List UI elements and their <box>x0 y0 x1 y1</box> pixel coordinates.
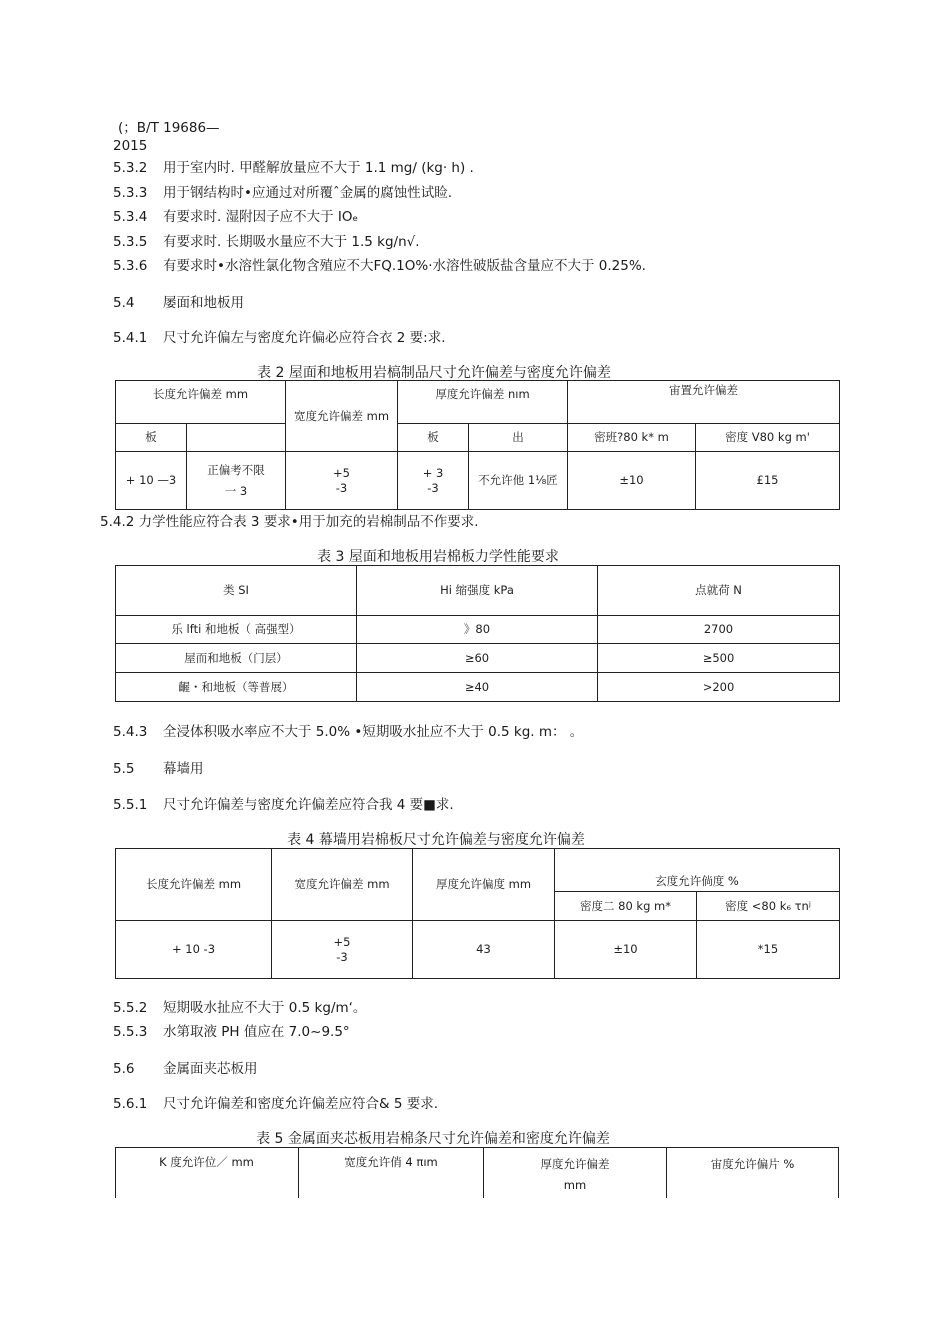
clause-number: 5.3.4 <box>113 209 148 225</box>
table-row <box>116 616 840 644</box>
section-number: 5.6 <box>113 1061 135 1077</box>
table-4-caption: 表 4 幕墙用岩棉板尺寸允许偏差与密度允许偏差 <box>287 832 585 848</box>
table-5-header-length: K 度允许位／ mm <box>159 1155 254 1169</box>
table-2-sub-empty <box>187 424 286 452</box>
table-2-cell-out: 不允许他 1⅛匠 <box>469 452 568 510</box>
clause-number: 5.5.2 <box>113 1000 148 1016</box>
table-4-header-thickness: 厚度允许偏度 mm <box>413 849 555 921</box>
clause-5-4-3 <box>113 723 583 741</box>
table-2-header-length: 长度允许偏差 mm <box>116 381 286 424</box>
table-3-cell: ≥40 <box>357 673 598 702</box>
table-5-header-thickness: 厚度允许偏差 <box>540 1157 610 1171</box>
table-5-header-density: 宙度允许偏片 % <box>710 1157 795 1171</box>
clause-5-3-5 <box>113 233 420 251</box>
section-number: 5.4 <box>113 295 135 311</box>
clause-number: 5.3.6 <box>113 258 148 274</box>
section-5-4 <box>113 294 244 312</box>
table-3-header-type: 类 SI <box>116 566 357 616</box>
table-2-caption: 表 2 屋面和地板用岩槁制品尺寸允许偏差与密度允许偏差 <box>257 365 611 381</box>
table-5-header-width: 宽度允许俏 4 πım <box>344 1155 438 1169</box>
standard-year: 2015 <box>113 138 148 154</box>
table-2-cell-density-high: ±10 <box>568 452 696 510</box>
clause-5-3-4 <box>113 208 358 226</box>
table-4-cell-width: +5 -3 <box>272 921 413 979</box>
clause-text: 尺寸允许偏差与密度允许偏差应符合我 4 要■求. <box>163 797 454 813</box>
section-5-6 <box>113 1060 258 1078</box>
table-2 <box>115 380 840 510</box>
clause-number: 5.3.5 <box>113 234 148 250</box>
table-4-header-density: 玄度允许倘度 % <box>555 849 840 892</box>
table-2-header-width: 宽度允许偏差 mm <box>286 381 398 452</box>
section-title: 屡面和地板用 <box>163 295 244 311</box>
table-4-cell-density-high: ±10 <box>555 921 697 979</box>
clause-number: 5.4.3 <box>113 724 148 740</box>
table-2-sub-board: 板 <box>116 424 187 452</box>
table-2-cell-density-low: £15 <box>696 452 840 510</box>
table-4-header-length: 长度允许偏差 mm <box>116 849 272 921</box>
standard-code: (；B/T 19686— <box>118 120 220 136</box>
table-4-cell-density-low: *15 <box>697 921 840 979</box>
clause-text: 有要求时•水溶性氯化物含殖应不大FQ.1O%·水溶性破版盐含量应不大于 0.25%. <box>163 258 646 274</box>
clause-5-5-2 <box>113 999 366 1017</box>
table-row <box>116 644 840 673</box>
section-title: 金属面夹芯板用 <box>163 1061 258 1077</box>
table-5-rule <box>838 1148 839 1198</box>
clause-text: 有要求时. 湿附因子应不大于 IOₑ <box>163 209 359 225</box>
table-2-sub-out: 出 <box>469 424 568 452</box>
table-3-header-load: 点就荷 N <box>598 566 840 616</box>
clause-5-3-3 <box>113 184 452 202</box>
table-2-cell-thickness: + 3 -3 <box>398 452 469 510</box>
table-3-caption: 表 3 屋面和地板用岩棉板力学性能要求 <box>317 549 559 565</box>
table-3-cell: ≥60 <box>357 644 598 673</box>
table-2-cell-width: +5 -3 <box>286 452 398 510</box>
clause-text: 尺寸允许偏左与密度允许偏必应符合衣 2 要:求. <box>163 330 446 346</box>
table-3-cell: 屋而和地板（门层） <box>116 644 357 673</box>
clause-text: 水第取液 PH 值应在 7.0~9.5° <box>163 1024 350 1040</box>
clause-text: 短期吸水扯应不大于 0.5 kg/m‘。 <box>163 1000 367 1016</box>
table-3-cell: 2700 <box>598 616 840 644</box>
table-2-sub-density-low: 密度 V80 kg m' <box>696 424 840 452</box>
clause-5-3-2 <box>113 159 474 177</box>
clause-5-4-2: 5.4.2 力学性能应符合表 3 要求•用于加充的岩棉制品不作要求. <box>100 514 479 530</box>
table-4 <box>115 848 840 979</box>
table-4-cell-length: + 10 -3 <box>116 921 272 979</box>
clause-5-3-6 <box>113 257 646 275</box>
clause-5-5-1 <box>113 796 454 814</box>
table-2-sub-density-high: 密班?80 k* m <box>568 424 696 452</box>
table-2-header-density: 宙置允许偏差 <box>568 381 840 424</box>
clause-number: 5.5.1 <box>113 797 148 813</box>
clause-number: 5.4.1 <box>113 330 148 346</box>
table-2-cell-positive: 正偏考不限 一 3 <box>187 452 286 510</box>
table-4-sub-density-high: 密度二 80 kg m* <box>555 892 697 921</box>
clause-text: 有要求时. 长期吸水量应不大于 1.5 kg∕n√. <box>163 234 420 250</box>
clause-5-4-1 <box>113 329 446 347</box>
clause-number: 5.3.3 <box>113 185 148 201</box>
clause-text: 尺寸允许偏差和密度允许偏差应符合& 5 要求. <box>163 1096 438 1112</box>
table-4-cell-thickness: 43 <box>413 921 555 979</box>
table-3-cell: 》80 <box>357 616 598 644</box>
clause-text: 用于室内时. 甲醛解放量应不大于 1.1 mg∕ (kg· h) . <box>163 160 474 176</box>
clause-5-6-1 <box>113 1095 438 1113</box>
table-5-header-thickness-unit: mm <box>563 1178 587 1192</box>
clause-5-5-3 <box>113 1023 350 1041</box>
section-number: 5.5 <box>113 761 135 777</box>
table-3-cell: >200 <box>598 673 840 702</box>
table-3-cell: 乐 lfti 和地板（ 高强型） <box>116 616 357 644</box>
section-title: 幕墙用 <box>163 761 204 777</box>
clause-number: 5.3.2 <box>113 160 148 176</box>
table-5 <box>115 1147 839 1198</box>
table-4-header-width: 宽度允许偏差 mm <box>272 849 413 921</box>
clause-text: 全浸体积吸水率应不大于 5.0% •短期吸水扯应不大于 0.5 kg. m： 。 <box>163 724 584 740</box>
clause-number: 5.5.3 <box>113 1024 148 1040</box>
table-3 <box>115 565 840 702</box>
table-2-cell-length: + 10 —3 <box>116 452 187 510</box>
table-3-header-strength: Hi 缩强度 kPa <box>357 566 598 616</box>
table-3-cell: 齷・和地板（等普展） <box>116 673 357 702</box>
clause-text: 用于钢结构时•应通过对所覆ˆ金属的腐蚀性试睑. <box>163 185 453 201</box>
table-2-sub-board: 板 <box>398 424 469 452</box>
table-4-sub-density-low: 密度 <80 k₆ τnʲ <box>697 892 840 921</box>
clause-number: 5.6.1 <box>113 1096 148 1112</box>
table-3-cell: ≥500 <box>598 644 840 673</box>
table-row <box>116 673 840 702</box>
table-5-caption: 表 5 金属面夹芯板用岩棉条尺寸允许偏差和密度允许偏差 <box>256 1131 610 1147</box>
section-5-5 <box>113 760 204 778</box>
table-2-header-thickness: 厚度允许偏差 nım <box>398 381 568 424</box>
